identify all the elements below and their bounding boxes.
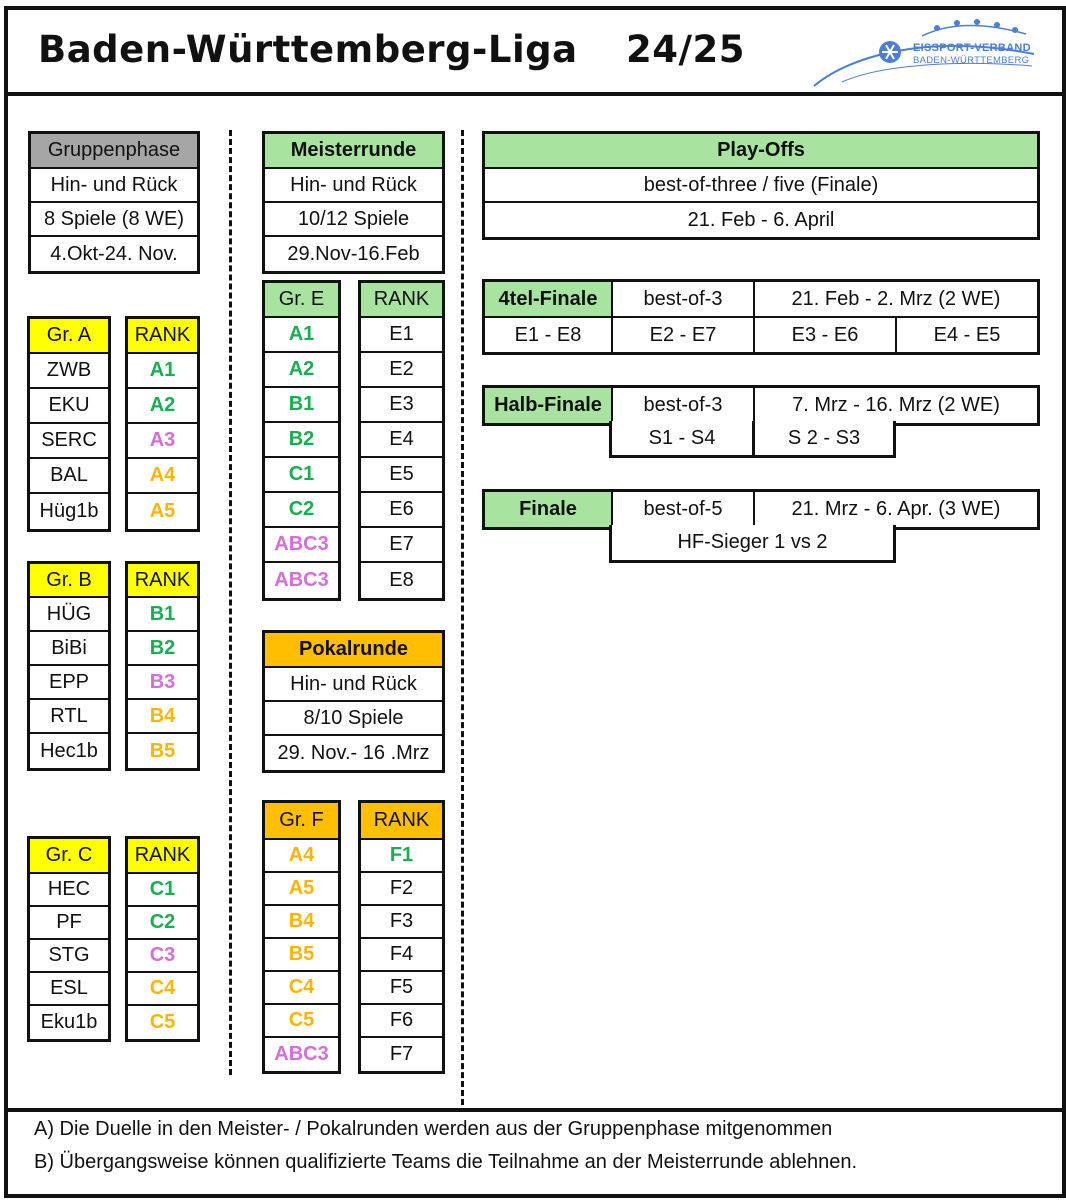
meisterrunde-mode: Hin- und Rück [290, 173, 417, 196]
group-e-team: C1 [288, 463, 315, 485]
group-f-rank-item: F4 [389, 943, 414, 965]
group-e-teams [262, 280, 341, 601]
group-e-team: ABC3 [274, 569, 329, 591]
group-a-team: BAL [50, 464, 88, 486]
group-f-team: C5 [288, 1009, 315, 1031]
group-f-team: A5 [288, 877, 315, 899]
halbfinale-pair: S 2 - S3 [752, 421, 896, 458]
group-e-rank-item: E5 [389, 463, 414, 485]
group-e-rank [358, 280, 445, 601]
viertelfinale-dates: 21. Feb - 2. Mrz (2 WE) [753, 282, 1037, 316]
viertelfinale-pair: E2 - E7 [611, 318, 753, 352]
season-label: 24/25 [626, 28, 745, 71]
group-e-rank-header: RANK [361, 283, 442, 316]
header-divider [4, 92, 1066, 96]
group-c-team: PF [56, 911, 82, 933]
group-c-rank [125, 836, 200, 1042]
playoffs-format: best-of-three / five (Finale) [643, 173, 879, 196]
logo-text-line1: EISSPORT-VERBAND [913, 42, 1031, 54]
finale-pair: HF-Sieger 1 vs 2 [609, 525, 896, 563]
group-f-header: Gr. F [265, 803, 338, 838]
group-e-team: ABC3 [274, 533, 329, 555]
group-e-team: A2 [288, 358, 315, 380]
pokalrunde-title: Pokalrunde [265, 633, 442, 666]
group-c-teams [27, 836, 111, 1042]
group-b-rank-item: B3 [149, 670, 176, 693]
group-b-team: BiBi [51, 636, 87, 659]
halbfinale-format: best-of-3 [611, 388, 753, 423]
group-b-team: HÜG [46, 602, 92, 625]
gruppenphase-dates: 4.Okt-24. Nov. [50, 242, 178, 265]
group-e-rank-item: E8 [389, 569, 414, 591]
group-c-header: Gr. C [30, 839, 108, 872]
finale-format: best-of-5 [611, 492, 753, 527]
group-a-rank-header: RANK [128, 319, 197, 352]
gruppenphase-box [28, 131, 200, 274]
meisterrunde-box [262, 131, 445, 274]
finale-box [482, 489, 1040, 530]
group-e-rank-item: E2 [389, 358, 414, 380]
group-c-rank-item: C2 [149, 911, 176, 933]
column-separator-left [229, 130, 232, 1075]
gruppenphase-games: 8 Spiele (8 WE) [43, 207, 185, 230]
group-c-team: Eku1b [40, 1011, 98, 1033]
verband-logo [812, 14, 1038, 88]
group-f-rank-item: F6 [389, 1009, 414, 1031]
group-f-teams [262, 800, 341, 1074]
group-b-team: EPP [48, 670, 90, 693]
group-b-header: Gr. B [30, 564, 108, 596]
group-a-teams [27, 316, 111, 532]
gruppenphase-title: Gruppenphase [31, 134, 197, 167]
group-f-team: B4 [288, 910, 315, 932]
pokalrunde-games: 8/10 Spiele [303, 706, 404, 729]
playoffs-dates: 21. Feb - 6. April [687, 208, 835, 231]
viertelfinale-pair: E4 - E5 [895, 318, 1037, 352]
group-f-team: A4 [288, 844, 315, 866]
group-c-team: ESL [50, 977, 88, 999]
pokalrunde-dates: 29. Nov.- 16 .Mrz [277, 741, 430, 764]
footnote-a: A) Die Duelle in den Meister- / Pokalrunden werden aus der Gruppenphase mitgenommen [34, 1118, 833, 1140]
group-b-rank [125, 561, 200, 771]
group-a-rank-item: A1 [149, 359, 176, 381]
group-a-team: ZWB [46, 359, 92, 381]
viertelfinale-format: best-of-3 [611, 282, 753, 316]
group-e-team: B1 [288, 393, 315, 415]
group-e-rank-item: E7 [389, 533, 414, 555]
group-f-rank-item: F1 [389, 844, 414, 866]
group-f-team: ABC3 [274, 1043, 329, 1065]
playoffs-title: Play-Offs [485, 134, 1037, 167]
group-e-rank-item: E1 [389, 323, 414, 345]
group-b-rank-item: B1 [149, 602, 176, 625]
group-e-rank-item: E4 [389, 428, 414, 450]
group-c-rank-item: C1 [149, 878, 176, 900]
footer-divider [4, 1108, 1066, 1112]
group-c-rank-item: C3 [149, 944, 176, 966]
group-e-header: Gr. E [265, 283, 338, 316]
group-a-rank-item: A3 [149, 429, 176, 451]
finale-dates: 21. Mrz - 6. Apr. (3 WE) [753, 492, 1037, 527]
group-c-team: HEC [47, 878, 91, 900]
group-b-rank-header: RANK [128, 564, 197, 596]
group-f-rank-item: F2 [389, 877, 414, 899]
group-a-team: SERC [41, 429, 97, 451]
halbfinale-box [482, 385, 1040, 426]
group-f-rank-item: F7 [389, 1043, 414, 1065]
group-f-team: C4 [288, 976, 315, 998]
viertelfinale-pair: E1 - E8 [514, 323, 582, 346]
group-a-team: Hüg1b [39, 500, 99, 522]
group-c-rank-header: RANK [128, 839, 197, 872]
group-a-rank-item: A4 [149, 464, 176, 486]
group-a-header: Gr. A [30, 319, 108, 352]
column-separator-right [461, 130, 464, 1105]
group-b-rank-item: B4 [149, 704, 176, 727]
group-b-rank-item: B2 [149, 636, 176, 659]
group-e-team: B2 [288, 428, 315, 450]
group-b-rank-item: B5 [149, 739, 176, 762]
group-a-rank-item: A2 [149, 394, 176, 416]
group-e-team: A1 [288, 323, 315, 345]
group-a-rank-item: A5 [149, 500, 176, 522]
group-f-rank-item: F5 [389, 976, 414, 998]
group-e-rank-item: E6 [389, 498, 414, 520]
group-f-rank-header: RANK [361, 803, 442, 838]
viertelfinale-pair: E3 - E6 [753, 318, 895, 352]
meisterrunde-title: Meisterrunde [265, 134, 442, 167]
viertelfinale-title: 4tel-Finale [485, 282, 611, 316]
group-b-teams [27, 561, 111, 771]
gruppenphase-mode: Hin- und Rück [50, 173, 178, 196]
group-c-rank-item: C4 [149, 977, 176, 999]
pokalrunde-box [262, 630, 445, 773]
group-b-team: RTL [50, 704, 88, 727]
viertelfinale-box [482, 279, 1040, 355]
group-e-rank-item: E3 [389, 393, 414, 415]
group-a-rank [125, 316, 200, 532]
group-a-team: EKU [48, 394, 90, 416]
group-f-rank-item: F3 [389, 910, 414, 932]
pokalrunde-mode: Hin- und Rück [290, 672, 417, 695]
finale-title: Finale [485, 492, 611, 527]
footnote-b: B) Übergangsweise können qualifizierte Teams die Teilnahme an der Meisterrunde ablehnen. [34, 1151, 858, 1173]
group-b-team: Hec1b [40, 739, 98, 762]
meisterrunde-games: 10/12 Spiele [297, 207, 410, 230]
group-f-team: B5 [288, 943, 315, 965]
halbfinale-pair: S1 - S4 [609, 421, 755, 458]
group-e-team: C2 [288, 498, 315, 520]
halbfinale-title: Halb-Finale [485, 388, 611, 423]
page-title: Baden-Württemberg-Liga [38, 28, 578, 71]
logo-text-line2: BADEN-WÜRTTEMBERG [913, 55, 1030, 66]
meisterrunde-dates: 29.Nov-16.Feb [287, 242, 420, 265]
playoffs-box [482, 131, 1040, 240]
group-f-rank [358, 800, 445, 1074]
group-c-rank-item: C5 [149, 1011, 176, 1033]
halbfinale-dates: 7. Mrz - 16. Mrz (2 WE) [753, 388, 1037, 423]
group-c-team: STG [48, 944, 90, 966]
